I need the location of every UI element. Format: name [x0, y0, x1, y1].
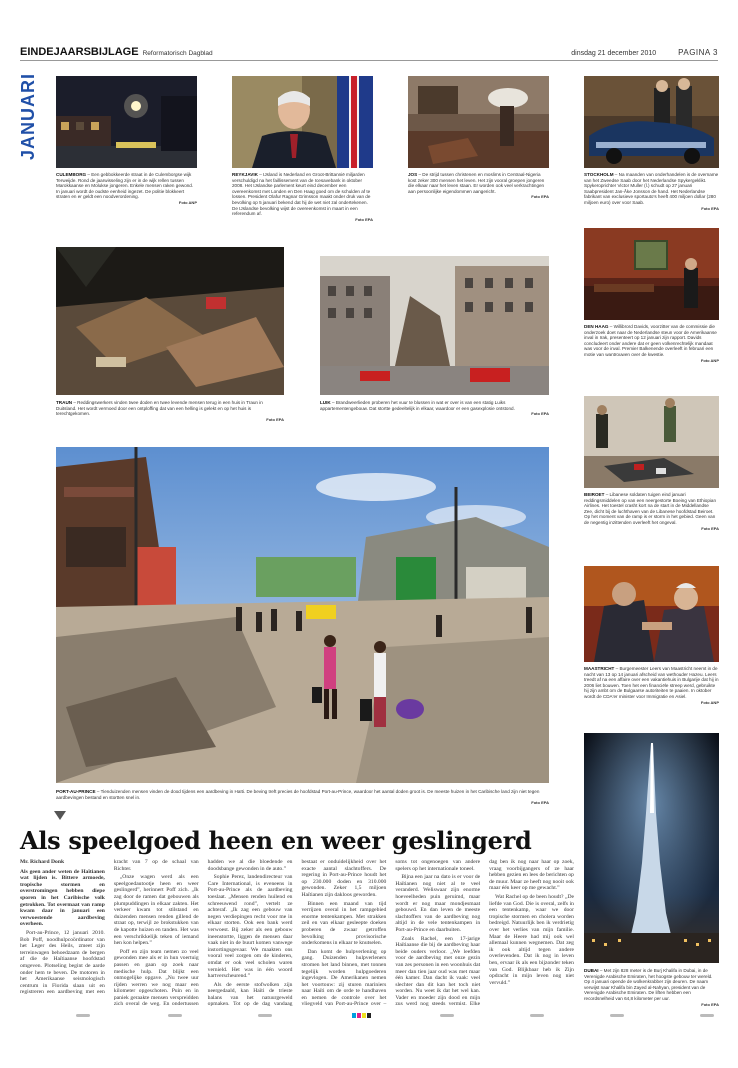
article-paragraph: Zoals Rachel, een 17-jarige Haïtiaanse die bij de aardbeving haar beide ouders verloor. „We leefden voor de aardbeving met onze gezin van zes personen in een woonhuis dat meer dan tien jaar oud was met maar één kamer. Dan dacht ik vaak: veel slechter dan dit kan het toch niet worden. Nu weet ik dat het wel kan. Vader en moeder zijn dood en mijn zus werd nog steeds vermist. Elke dag ben ik nog naar haar op zoek, vraag voorbijgangers of ze haar hebben gezien en lees de berichten op de muur. Maar ze heeft nog nooit ook maar één keer op me gewacht.”: [395, 859, 574, 1008]
photo-culemborg: [56, 76, 197, 168]
pointer-triangle-icon: [54, 811, 66, 820]
photo-maastricht: [584, 566, 719, 662]
month-label: JANUARI: [18, 72, 38, 160]
caption-den-haag: DEN HAAG – Willibrord Davids, voorzitter van de commissie die onderzoek doet naar de Nederlandse steun voor de Amerikaanse inval in Irak, presenteert op 12 januari zijn rapport. Davids concludeert onder andere dat er geen volkenrechtelijk mandaat was voor de inval. Premier Balkenende overleeft in februari een motie van wantrouwen over de kwestie. Foto ANP: [584, 324, 719, 363]
article-paragraph: Poff en zijn team nemen zo veel gewonden mee als er in hun voertuig passen en gaan op zoek naar medische hulp. Dat blijkt een onmogelijke opgave. „Nu twee uur rijden werren we nog maar een kilometer opgeschoten. Puin en in paniek geraakte mensen verspreidden zich overal de weg. En ondertussen hadden we al die bloedende en doodsbange gewonden in de auto.”: [113, 859, 293, 1008]
date-page-info: [571, 48, 718, 57]
caption-place: CULEMBORG: [56, 172, 87, 177]
article-headline: Als speelgoed heen en weer geslingerd: [20, 826, 532, 855]
article-paragraph: Port-au-Prince, 12 januari 2010. Bob Poff, noodhulpcoördinator van het Leger des Heils, zmeet zijn terreinwagen behoedzaam de bergen af die de Haïtiaanse hoofdstad omgeven. Plotseling begint de aarde onder hem te beven. De motoren in het Amerikaanse seismologisch centrum in Florida slaan uit en registreren een aardbeving met een kracht van 7 op de schaal van Richter.: [20, 859, 199, 996]
print-registration-marks: [0, 1012, 738, 1020]
photo-den-haag: [584, 228, 719, 320]
photo-stockholm: [584, 76, 719, 168]
caption-beiroet: BEIROET – Libanese soldaten tuigen eind januari reddingsmiddelen op van een neergestorte Boeing van Ethiopian Airlines. Het toestel crasht kort na de start in de Middellandse Zee, dicht bij de luchthaven van de Libanese hoofdstad Beiroet. Op het moment van de ramp is er storm in het gebied. Geen van de negentig inzittenden overleeft het ongeval. Foto EPA: [584, 492, 719, 531]
caption-dubai: DUBAI – Met zijn 828 meter is de Burj Khalifa in Dubai, in de Verenigde Arabische Emiraten, het hoogste gebouw ter wereld. Op 4 januari opende de wolkenkrabber zijn deuren. De naam verwijst naar Khalifa bin Zayed al-Nahyan, president van de Verenigde Arabische Emiraten. De liften hebben een recordsnelheid van 64,8 kilometer per uur. Foto EPA: [584, 968, 719, 1007]
paper-name: Reformatorisch Dagblad: [142, 50, 213, 57]
caption-luik: LUIK – Brandweerlieden proberen het vuur te blussen in wat er over is van een statig Luiks appartementengebouw. Dat stortte gedeeltelijk in elkaar, waardoor er een gasexplosie ontstond. Foto EPA: [320, 400, 549, 417]
article-paragraph: Sophie Perez, landendirecteur van Care International, is eveneens in Port-au-Prince als de aardbeving toeslaat. „Mensen renden huilend en schreeuwend rond”, vertelt ze achteraf. „Ik zag een gebouw van negen verdiepingen recht voor me in elkaar storten. Ook een bank werd verwoest. Bij zeker als een gebouw ineenstortte, liggen de mensen daar vaak niet in de buurt komen vanwege instortingsgevaar. We maakten ons vooral veel zorgen om de kinderen, omdat er ook veel scholen waren vernield. Het was in één woord hartverscheurend.”: [207, 874, 293, 980]
section-header: [20, 46, 213, 58]
photo-reykjavik: [232, 76, 373, 168]
article-paragraph: Bijna een jaar na dato is er voor de Haïtianen nog niet al te veel veranderd. Weliswaar zijn enorme hoeveelheden puin geruimd, maar wordt er nog maar mondjesmaat gebouwd. En dan leven de meeste slachtoffers van de aardbeving nog altijd in de vele tentenkampen in Port-au-Prince en daarbuiten.: [395, 874, 481, 933]
photo-port-au-prince: [56, 447, 549, 783]
caption-reykjavik: REYKJAVIK – IJsland is Nederland en Groot-Brittannië miljarden verschuldigd na het faillissement van de Icesavebank in oktober 2008. Het IJslandse parlement keurt eind december een overeenkomst met Londen en Den Haag goed om de schulden af te lossen. President Olafur Ragnar Grimsson maakt onder druk van de bevolking op 5 januari bekend dat hij de wet niet zal ondertekenen. De IJslandse bevolking wijst de overeenkomst in maart in een referendum af. Foto EPA: [232, 172, 373, 222]
caption-stockholm: STOCKHOLM – Na maanden van onderhandelen is de overname van het Zweedse Saab door het Nederlandse Spykergeklikt. Spykeroprichter Victor Muller (l.) schudt op 27 januari Saabpresident Jan-Åke Jonsson de hand. Het Nederlandse fabrikant van exclusieve sportauto's heeft 400 miljoen dollar (280 miljoen euro) over voor Saab. Foto EPA: [584, 172, 719, 211]
article-lead: Als geen ander weten de Haïtianen wat lijden is. Bittere armoede, tropische stormen en overstromingen hebben diepe sporen in het Caribische volk getrokken. Tot overmaat van ramp kwam daar in januari een verwoestende aardbeving overheen.: [20, 868, 105, 928]
section-title: EINDEJAARSBIJLAGE: [20, 46, 139, 58]
article-paragraph: „Onze wagen werd als een speelgoedautootje heen en weer geslingerd”, herinnert Poff zich. „Ik zag door de ramen dat gebouwen als plumpuddingen in elkaar zakten. Het verkeer kwam tot stilstand en duizenden mensen renden gillend de straat op, terwijl ze brokstukken van de kapotte huizen en tanden. Het was een verschrikkelijk teken of iemand hen kon helpen.”: [113, 874, 199, 947]
photo-dubai: [584, 733, 719, 963]
caption-jos: JOS – De strijd tussen christenen en moslims in Centraal-Nigeria kost zeker 300 mensen het leven. Het zijn vooral groepen jongeren die elkaar naar het leven staan. Er worden ook veel verkrachtingen aan persoonlijke eigendommen aangericht. Foto EPA: [408, 172, 549, 200]
header-rule: [20, 60, 718, 61]
caption-culemborg: CULEMBORG – Een gebbokkeerde straat in de Culemborgse wijk Terweijde. Rond de jaarwisseling zijn er in de wijk rellen tussen Marokkaanse en Molukse jongeren. Enkele mensen raken gewond. In januari wordt de oudste eenheid ingezet. De politie blokkeert straten en er geldt een noodverordening. Foto ANP: [56, 172, 197, 205]
article-body: [20, 859, 574, 1009]
article-paragraph: Als de eerste stofwolken zijn neergedaald, kan Haïti de trieste balans van het natuurgeweld opmaken. Tot op de dag vandaag bestaat er onduidelijkheid over het exacte aantal slachtoffers. De regering in Port-au-Prince houdt het op 230.000 doden en 310.000 gewonden. Zeker 1,5 miljoen Haïtianen zijn dakloos geworden.: [207, 859, 387, 1008]
article-paragraph: Binnen een maand van tijd verrijzen overal in het rampgebied enorme tentenkampen. Met strakken zeil en van elkaar gesleepte doeken proberen de zwaar getroffen bevolking provisorische onderkomens in elkaar te knutselen.: [301, 900, 387, 947]
photo-beiroet: [584, 396, 719, 488]
article-paragraph: Dan komt de hulpverlening op gang. Duizenden hulpverleners stromen het land binnen, met tonnen tegelijk worden hulpgoederen ingevlogen. De Amerikanen nemen het voortouw: zij sturen mariniers naar Haïti om de orde te handhaven en nemen de controle over het vliegveld van Port-au-Prince over – soms tot ongenoegen van andere spelers op het internationale toneel.: [301, 859, 481, 1008]
caption-port-au-prince: PORT-AU-PRINCE – Tienduizenden mensen vinden de dood tijdens een aardbeving in Haïti. De beving treft precies de hoofdstad Port-au-Prince, waardoor het aantal doden groot is. De meeste huizen in het Caribische land zijn niet tegen aardbevingen bestand en stortten snel in. Foto EPA: [56, 789, 549, 806]
photo-jos: [408, 76, 549, 168]
caption-maastricht: MAASTRICHT – Burgemeester Leers van Maastricht neemt in de nacht van 13 op 14 januari afscheid van wethouder Hazeu. Leers treedt af na een affaire over een vakantiehuis in Bulgarije dat hij in 2006 liet bouwen. Toen het een financiële streep werd, gebruikte hij zijn ambt om de Bulgaarse autoriteiten te paaien. In oktober wordt de CDA'er minister voor Immigratie en Asiel. Foto ANP: [584, 666, 719, 705]
caption-traun: TRAUN – Reddingswerkers vinden twee doden en twee levende mensen terug in een huis in Traun in Duitsland. Het wordt vermoed door een ontploffing dat van een helling is gelekt en op het huis is terechtgekomen. Foto EPA: [56, 400, 284, 422]
photo-traun: [56, 247, 284, 395]
page-number: PAGINA 3: [678, 48, 718, 57]
article-paragraph: Wat Rachel op de been houdt? „De liefde van God. Die is overal, zelfs in een tentenkamp, waar we door tropische stormen en cholera worden bedreigd. Natuurlijk ben ik verdrietig over het verlies van mijn familie. Maar de Heere had mij ook wel allemaal kunnen wegnemen. Dat zeg ik ook altijd tegen andere overlevenden. Dat ik nog in leven ben, ervaar ik als een bijzonder teken van God. Blijkbaar heb ik Zijn opdracht in mijn leven nog niet vervuld.”: [489, 893, 574, 986]
photo-credit: Foto ANP: [178, 199, 197, 205]
issue-date: dinsdag 21 december 2010: [571, 50, 657, 57]
article-byline: Mr. Richard Donk: [20, 859, 65, 865]
photo-luik: [320, 256, 549, 395]
